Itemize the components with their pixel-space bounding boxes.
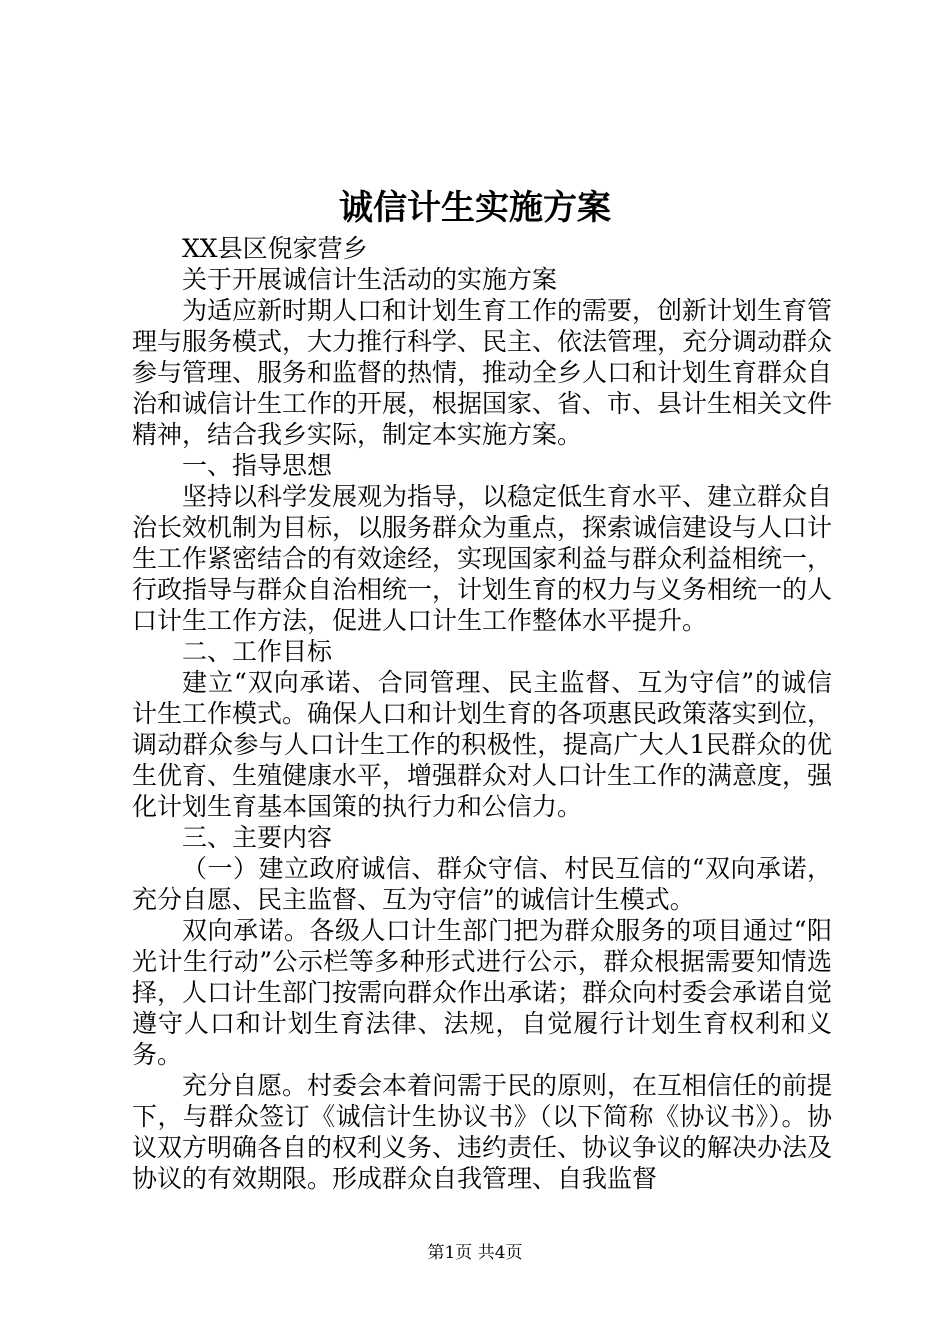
paragraph-subtitle: 关于开展诚信计生活动的实施方案 bbox=[182, 265, 558, 294]
paragraph-issuer: XX县区倪家营乡 bbox=[182, 234, 368, 263]
paragraph-intro: 为适应新时期人口和计划生育工作的需要，创新计划生育管理与服务模式，大力推行科学、民主、依法管理，充分调动群众参与管理、服务和监督的热情，推动全乡人口和计划生育群众自治和诚信计生工作的开展，根据国家、省、市、县计生相关文件精神，结合我乡实际，制定本实施方案。 bbox=[132, 296, 833, 449]
paragraph-guiding-ideology: 坚持以科学发展观为指导，以稳定低生育水平、建立群众自治长效机制为目标，以服务群众为重点，探索诚信建设与人口计生工作紧密结合的有效途经，实现国家利益与群众利益相统一，行政指导与群众自治相统一，计划生育的权力与义务相统一的人口计生工作方法，促进人口计生工作整体水平提升。 bbox=[132, 482, 833, 635]
document-body bbox=[132, 233, 832, 1194]
section-heading-guiding-ideology: 一、指导思想 bbox=[182, 451, 333, 480]
paragraph-work-goals: 建立“双向承诺、合同管理、民主监督、互为守信”的诚信计生工作模式。确保人口和计划生育的各项惠民政策落实到位，调动群众参与人口计生工作的积极性，提高广大人1民群众的优生优育、生殖健康水平，增强群众对人口计生工作的满意度，强化计划生育基本国策的执行力和公信力。 bbox=[132, 668, 833, 821]
section-heading-main-content: 三、主要内容 bbox=[182, 823, 333, 852]
section-heading-work-goals: 二、工作目标 bbox=[182, 637, 333, 666]
paragraph-two-way-commitment: 双向承诺。各级人口计生部门把为群众服务的项目通过“阳光计生行动”公示栏等多种形式进行公示，群众根据需要知情选择，人口计生部门按需向群众作出承诺；群众向村委会承诺自觉遵守人口和计划生育法律、法规，自觉履行计划生育权利和义务。 bbox=[132, 916, 833, 1069]
paragraph-voluntary: 充分自愿。村委会本着问需于民的原则，在互相信任的前提下，与群众签订《诚信计生协议书》（以下简称《协议书》）。协议双方明确各自的权利义务、违约责任、协议争议的解决办法及协议的有效期限。形成群众自我管理、自我监督 bbox=[132, 1071, 833, 1193]
paragraph-main-content-1: （一）建立政府诚信、群众守信、村民互信的“双向承诺，充分自愿、民主监督、互为守信”的诚信计生模式。 bbox=[132, 854, 832, 914]
page-footer: 第1页 共4页 bbox=[427, 1243, 523, 1263]
document-title: 诚信计生实施方案 bbox=[339, 188, 611, 228]
